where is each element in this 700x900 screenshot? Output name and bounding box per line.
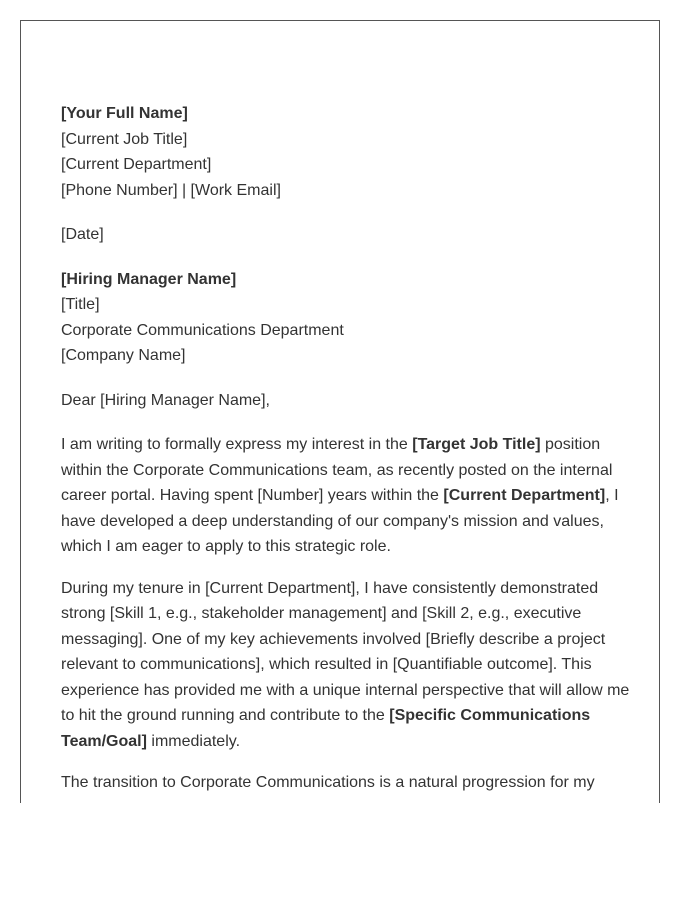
salutation: Dear [Hiring Manager Name], xyxy=(61,391,270,409)
recipient-company: [Company Name] xyxy=(61,347,186,364)
specific-communications-goal: [Specific Communications Team/Goal] xyxy=(61,707,591,750)
paragraph-1-text-2: position within the Corporate Communications team, as recently posted on the internal career portal. Having spent [Number] years within the xyxy=(61,436,613,504)
letter-page xyxy=(20,20,660,803)
sender-job-title: [Current Job Title] xyxy=(61,130,188,148)
paragraph-1-text-3: , I have developed a deep understanding of our company's mission and values, which I am eager to apply to this strategic role. xyxy=(61,487,619,555)
letter-content xyxy=(61,101,631,803)
paragraph-2-text-2: immediately. xyxy=(146,732,241,750)
body-paragraph-1 xyxy=(61,432,631,560)
current-department: [Current Department] xyxy=(443,487,606,504)
salutation-block xyxy=(61,388,631,414)
date-block xyxy=(61,222,631,248)
paragraph-2-text-1: During my tenure in [Current Department], I have consistently demonstrated strong [Skill 1, e.g., stakeholder management] and [Skill 2, e.g., executive messaging]. One of my key achievements involved [Briefly describe a project relevant to communications], which resulted in [Quantifiable outcome]. This experience has provided me with a unique internal perspective that will allow me to hit the ground running and contribute to the xyxy=(61,579,630,724)
recipient-name: [Hiring Manager Name] xyxy=(61,270,237,288)
target-job-title: [Target Job Title] xyxy=(412,436,541,453)
paragraph-1-text-1: I am writing to formally express my interest in the xyxy=(61,436,413,453)
sender-block xyxy=(61,101,631,203)
sender-department: [Current Department] xyxy=(61,156,212,173)
letter-date: [Date] xyxy=(61,226,104,243)
recipient-block xyxy=(61,267,631,369)
sender-name: [Your Full Name] xyxy=(61,105,188,122)
sender-contact: [Phone Number] | [Work Email] xyxy=(61,181,281,199)
body-paragraph-3 xyxy=(61,770,631,796)
paragraph-3-text-1: The transition to Corporate Communications is a natural progression for my xyxy=(61,774,595,791)
recipient-department: Corporate Communications Department xyxy=(61,321,344,339)
recipient-title: [Title] xyxy=(61,296,100,313)
body-paragraph-2 xyxy=(61,576,631,755)
